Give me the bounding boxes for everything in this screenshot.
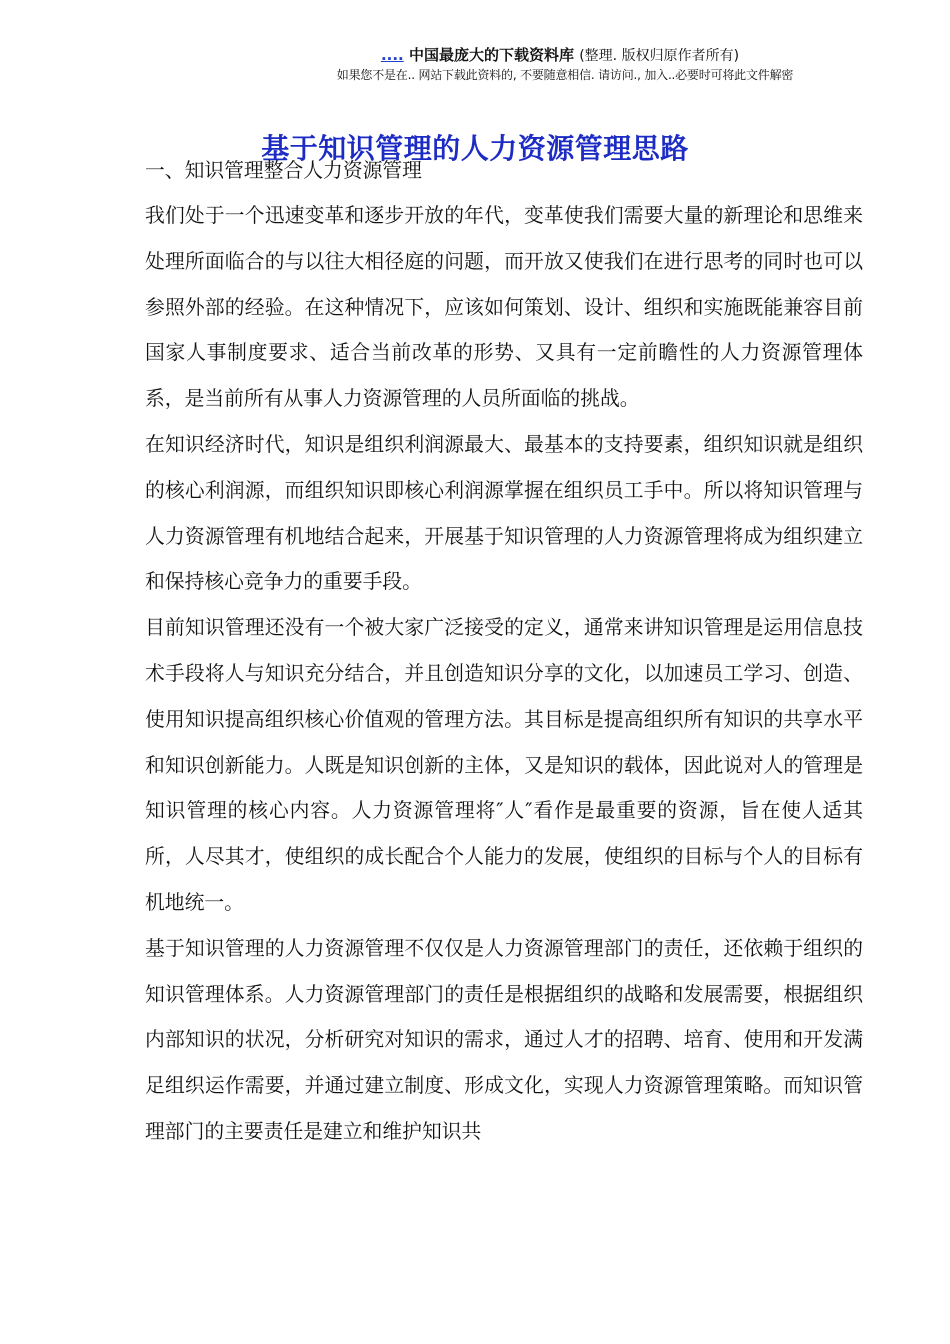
header-notice: 如果您不是在.. 网站下载此资料的, 不要随意相信. 请访问., 加入..必要时可将此文件解密 bbox=[336, 68, 794, 82]
header-banner bbox=[85, 44, 950, 65]
paragraph-2: 在知识经济时代，知识是组织利润源最大、最基本的支持要素，组织知识就是组织的核心利润源，而组织知识即核心利润源掌握在组织员工手中。所以将知识管理与人力资源管理有机地结合起来，开展基于知识管理的人力资源管理将成为组织建立和保持核心竞争力的重要手段。 bbox=[145, 432, 863, 594]
header-rights-note: (整理. 版权归原作者所有) bbox=[579, 48, 740, 64]
paragraph-3: 目前知识管理还没有一个被大家广泛接受的定义，通常来讲知识管理是运用信息技术手段将人与知识充分结合，并且创造知识分享的文化，以加速员工学习、创造、使用知识提高组织核心价值观的管理方法。其目标是提高组织所有知识的共享水平和知识创新能力。人既是知识创新的主体，又是知识的载体，因此说对人的管理是知识管理的核心内容。人力资源管理将″人″看作是最重要的资源，旨在使人适其所，人尽其才，使组织的成长配合个人能力的发展，使组织的目标与个人的目标有机地统一。 bbox=[145, 616, 863, 914]
header-site-name: 中国最庞大的下载资料库 bbox=[403, 46, 580, 64]
document-title: 基于知识管理的人力资源管理思路 bbox=[261, 131, 689, 165]
document-body bbox=[145, 151, 863, 1155]
section-heading: 一、知识管理整合人力资源管理 bbox=[145, 159, 422, 182]
paragraph-1: 我们处于一个迅速变革和逐步开放的年代，变革使我们需要大量的新理论和思维来处理所面临合的与以往大相径庭的问题，而开放又使我们在进行思考的同时也可以参照外部的经验。在这种情况下，应该如何策划、设计、组织和实施既能兼容目前国家人事制度要求、适合当前改革的形势、又具有一定前瞻性的人力资源管理体系，是当前所有从事人力资源管理的人员所面临的挑战。 bbox=[145, 204, 863, 411]
header-link-dots[interactable]: .... bbox=[380, 46, 404, 64]
paragraph-4: 基于知识管理的人力资源管理不仅仅是人力资源管理部门的责任，还依赖于组织的知识管理体系。人力资源管理部门的责任是根据组织的战略和发展需要，根据组织内部知识的状况，分析研究对知识的需求，通过人才的招聘、培育、使用和开发满足组织运作需要，并通过建立制度、形成文化，实现人力资源管理策略。而知识管理部门的主要责任是建立和维护知识共 bbox=[145, 936, 863, 1143]
